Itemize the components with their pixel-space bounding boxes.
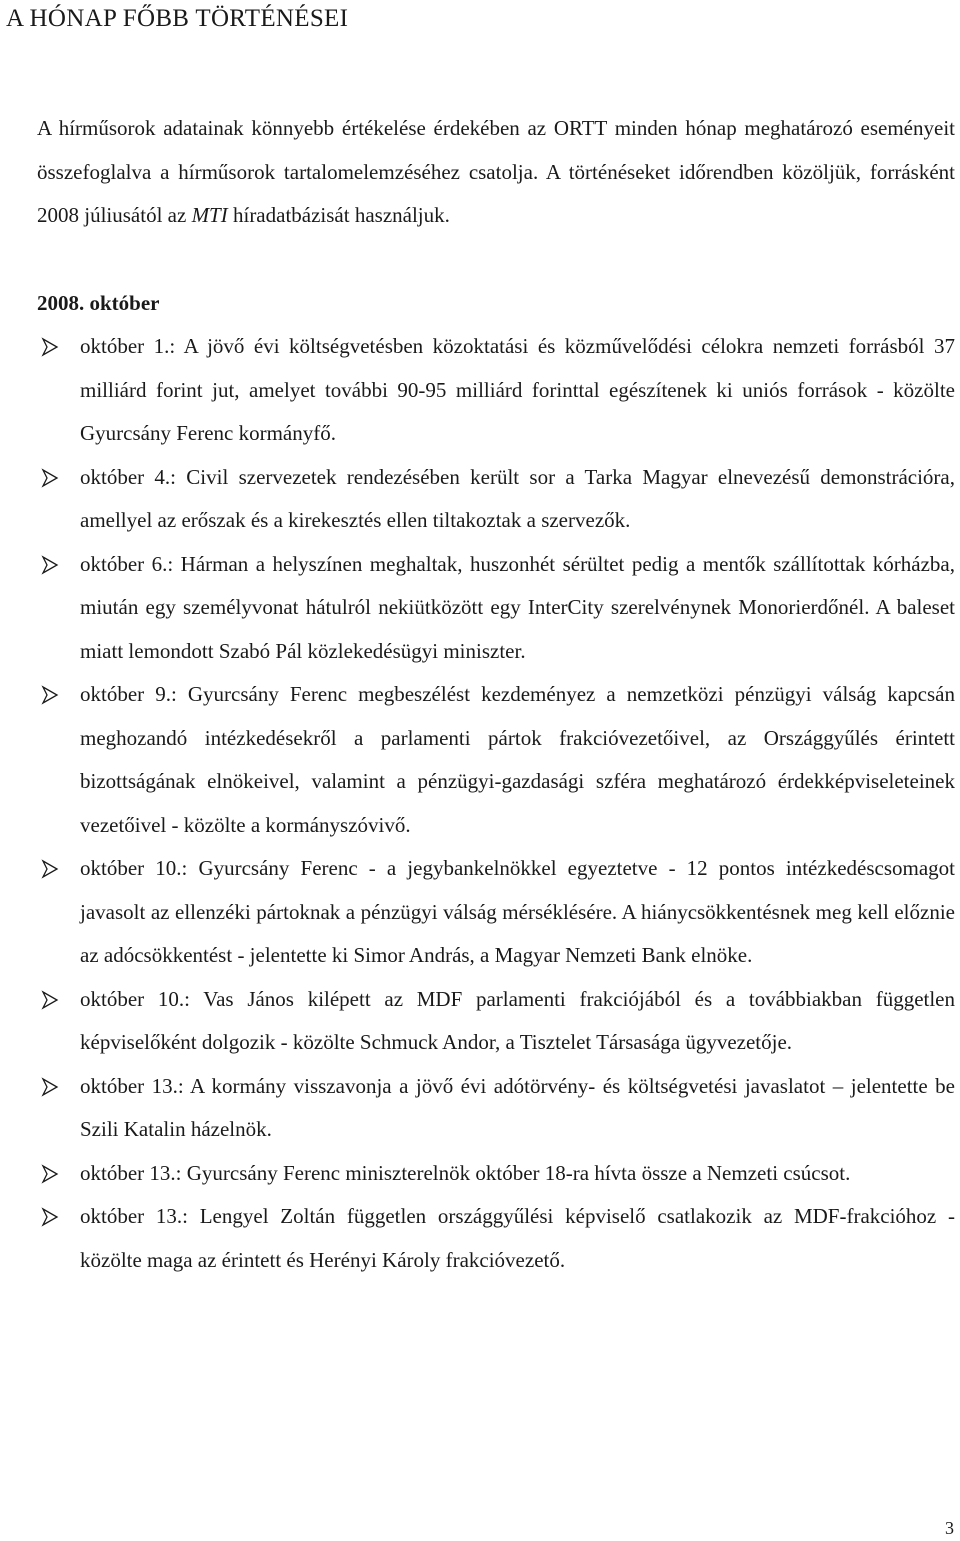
event-text: október 13.: A kormány visszavonja a jövő évi adótörvény- és költségvetési javaslatot – jelentette be Szili Katalin házelnök. <box>80 1073 955 1141</box>
event-text: október 10.: Gyurcsány Ferenc - a jegybankelnökkel egyeztetve - 12 pontos intézkedéscsomagot javasolt az ellenzéki pártoknak a pénzügyi válság mérséklésére. A hiánycsökkentésnek meg kell előznie az adócsökkentést - jelentette ki Simor András, a Magyar Nemzeti Bank elnöke. <box>80 856 955 967</box>
event-item <box>0 456 960 543</box>
event-item <box>0 1065 960 1152</box>
arrow-bullet-icon <box>40 685 60 705</box>
event-item <box>0 847 960 978</box>
event-item <box>0 978 960 1065</box>
event-text: október 9.: Gyurcsány Ferenc megbeszélést kezdeményez a nemzetközi pénzügyi válság kapcsán meghozandó intézkedésekről a parlamenti pártok frakcióvezetőivel, az Országgyűlés érintett bizottságának elnökeivel, valamint a pénzügyi-gazdasági szféra meghatározó érdekképviseleteinek vezetőivel - közölte a kormányszóvivő. <box>80 682 955 837</box>
arrow-bullet-icon <box>40 337 60 357</box>
event-list <box>0 325 960 1282</box>
event-item <box>0 673 960 847</box>
intro-paragraph <box>37 107 955 238</box>
arrow-bullet-icon <box>40 859 60 879</box>
arrow-bullet-icon <box>40 1207 60 1227</box>
arrow-bullet-icon <box>40 1077 60 1097</box>
event-text: október 1.: A jövő évi költségvetésben közoktatási és közművelődési célokra nemzeti forrásból 37 milliárd forint jut, amelyet további 90-95 milliárd forinttal egészítenek ki uniós források - közölte Gyurcsány Ferenc kormányfő. <box>80 334 955 445</box>
intro-source-name: MTI <box>191 203 228 227</box>
event-text: október 13.: Gyurcsány Ferenc miniszterelnök október 18-ra hívta össze a Nemzeti csúcsot. <box>80 1160 851 1185</box>
event-item <box>0 1152 960 1196</box>
event-text: október 4.: Civil szervezetek rendezésében került sor a Tarka Magyar elnevezésű demonstrációra, amellyel az erőszak és a kirekesztés ellen tiltakoztak a szervezők. <box>80 464 955 532</box>
event-text: október 13.: Lengyel Zoltán független országgyűlési képviselő csatlakozik az MDF-frakcióhoz - közölte maga az érintett és Herényi Károly frakcióvezető. <box>80 1204 955 1272</box>
arrow-bullet-icon <box>40 468 60 488</box>
intro-text-end: híradatbázisát használjuk. <box>227 203 450 227</box>
event-text: október 6.: Hárman a helyszínen meghaltak, huszonhét sérültet pedig a mentők szállítottak kórházba, miután egy személyvonat hátulról nekiütközött egy InterCity szerelvénynek Monorierdőnél. A baleset miatt lemondott Szabó Pál közlekedésügyi miniszter. <box>80 551 955 663</box>
event-item <box>0 325 960 456</box>
event-text: október 10.: Vas János kilépett az MDF parlamenti frakciójából és a továbbiakban független képviselőként dolgozik - közölte Schmuck Andor, a Tisztelet Társasága ügyvezetője. <box>80 986 955 1054</box>
event-item <box>0 543 960 674</box>
arrow-bullet-icon <box>40 1164 60 1184</box>
month-heading: 2008. október <box>37 291 160 315</box>
event-item <box>0 1195 960 1282</box>
arrow-bullet-icon <box>40 990 60 1010</box>
page-number: 3 <box>945 1518 954 1538</box>
intro-text-start: A hírműsorok adatainak könnyebb értékelése érdekében az ORTT minden hónap meghatározó eseményeit összefoglalva a hírműsorok tartalomelemzéséhez csatolja. A történéseket időrendben közöljük, forrásként 2008 júliusától az <box>37 116 955 227</box>
arrow-bullet-icon <box>40 555 60 575</box>
page-title: A HÓNAP FŐBB TÖRTÉNÉSEI <box>6 5 349 32</box>
